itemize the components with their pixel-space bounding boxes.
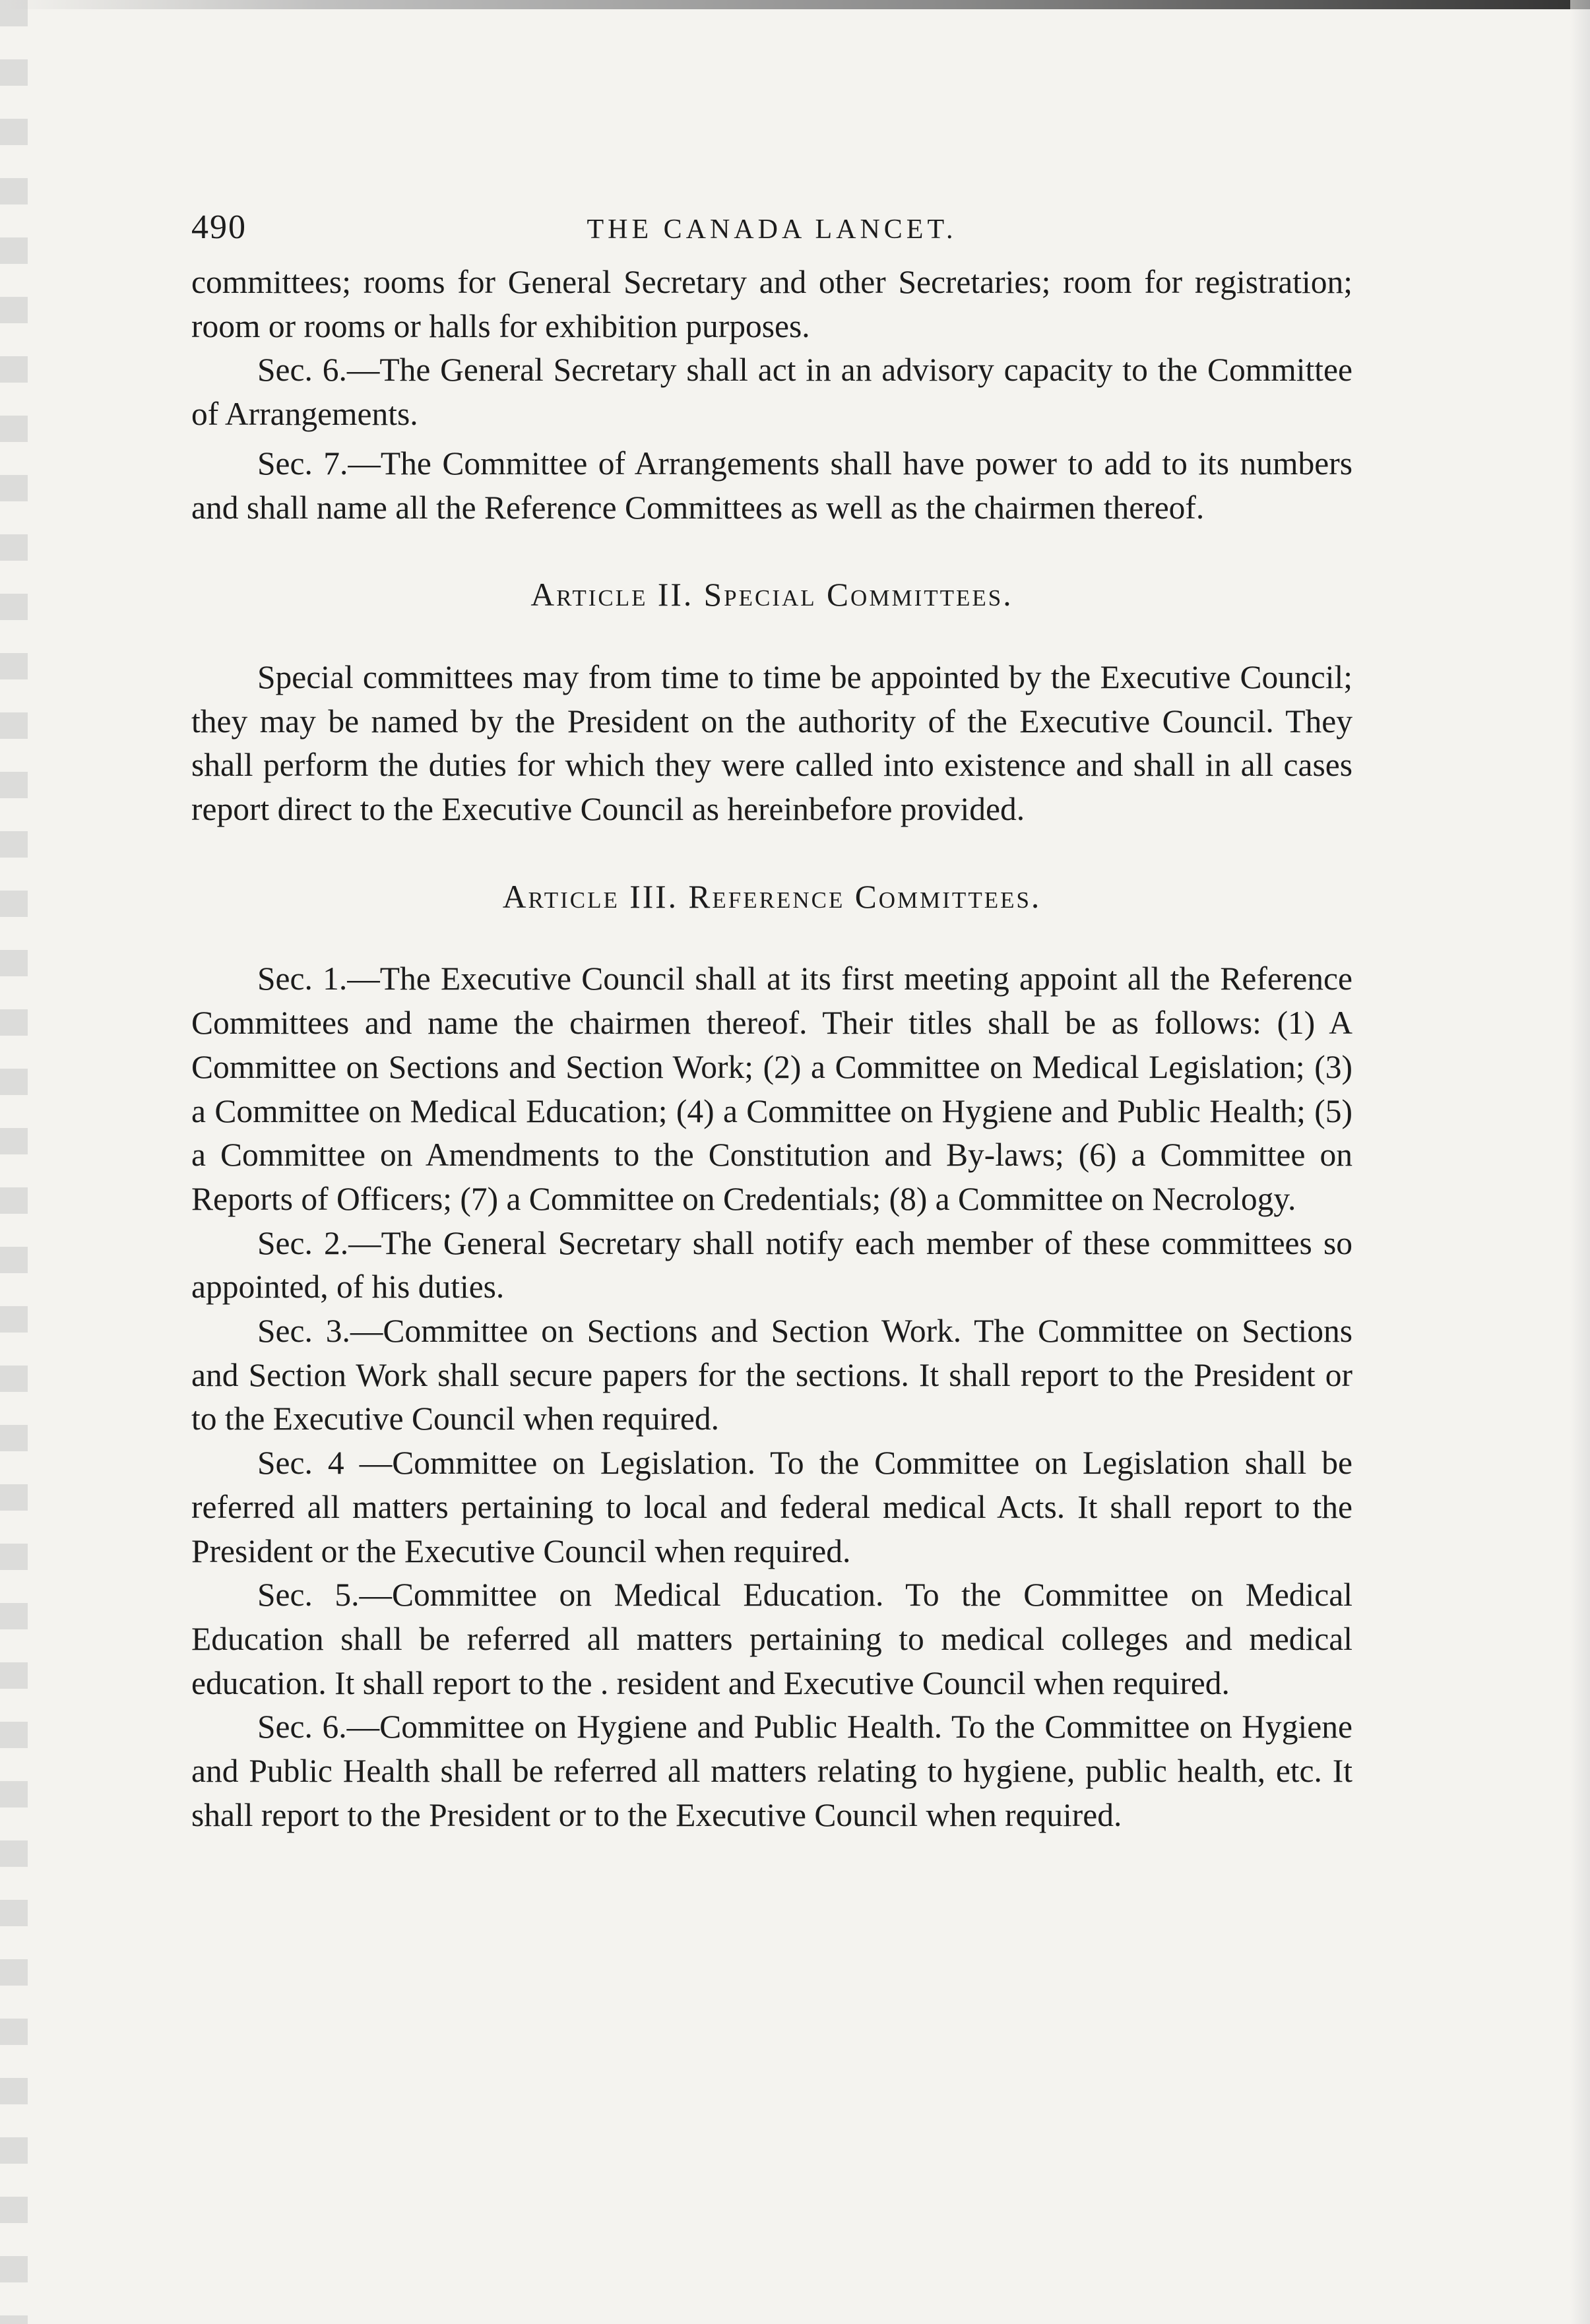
document-page [191, 208, 1352, 1838]
article-3-heading: Article III. Reference Committees. [502, 878, 1042, 915]
article-2-heading: Article II. Special Committees. [530, 577, 1013, 613]
paragraph-ref-sec-3: Sec. 3.—Committee on Sections and Section Work. The Committee on Sections and Section Work shall secure papers for the sections. It shall report to the President or to the Executive Council when required. [191, 1313, 1352, 1437]
page-header [191, 208, 1352, 261]
scan-edge-top [0, 0, 1590, 9]
paragraph-ref-sec-4: Sec. 4 —Committee on Legislation. To the Committee on Legislation shall be referred all matters pertaining to local and federal medical Acts. It shall report to the President or the Executive Council when required. [191, 1445, 1352, 1569]
paragraph-ref-sec-1: Sec. 1.—The Executive Council shall at its first meeting appoint all the Reference Committees and name the chairmen thereof. Their titles shall be as follows: (1) A Committee on Sections and Section Work; (2) a Committee on Medical Legislation; (3) a Committee on Medical Education; (4) a Committee on Hygiene and Public Health; (5) a Committee on Amendments to the Constitution and By-laws; (6) a Committee on Reports of Officers; (7) a Committee on Credentials; (8) a Committee on Necrology. [191, 960, 1352, 1217]
paragraph-sec-7: Sec. 7.—The Committee of Arrangements shall have power to add to its numbers and shall name all the Reference Committees as well as the chairmen thereof. [191, 445, 1352, 526]
paragraph-sec-6: Sec. 6.—The General Secretary shall act in an advisory capacity to the Committee of Arrangements. [191, 352, 1352, 433]
scan-edge-left [0, 0, 28, 2324]
paragraph-ref-sec-6: Sec. 6.—Committee on Hygiene and Public Health. To the Committee on Hygiene and Public Health shall be referred all matters relating to hygiene, public health, etc. It shall report to the President or to the Executive Council when required. [191, 1709, 1352, 1833]
paragraph-ref-sec-5: Sec. 5.—Committee on Medical Education. To the Committee on Medical Education shall be referred all matters pertaining to medical colleges and medical education. It shall report to the . resident and Executive Council when required. [191, 1577, 1352, 1701]
paragraph-ref-sec-2: Sec. 2.—The General Secretary shall notify each member of these committees so appointed, of his duties. [191, 1224, 1352, 1305]
scan-edge-right [1570, 0, 1590, 2324]
paragraph-special-committees: Special committees may from time to time be appointed by the Executive Council; they may be named by the President on the authority of the Executive Council. They shall perform the duties for which they were called into existence and shall in all cases report direct to the Executive Council as hereinbefore provided. [191, 658, 1352, 828]
running-head: THE CANADA LANCET. [587, 214, 957, 245]
paragraph-continuation: committees; rooms for General Secretary and other Secretaries; room for registration; room or rooms or halls for exhibition purposes. [191, 264, 1352, 344]
body-text [191, 261, 1352, 1838]
page-number: 490 [191, 208, 247, 246]
